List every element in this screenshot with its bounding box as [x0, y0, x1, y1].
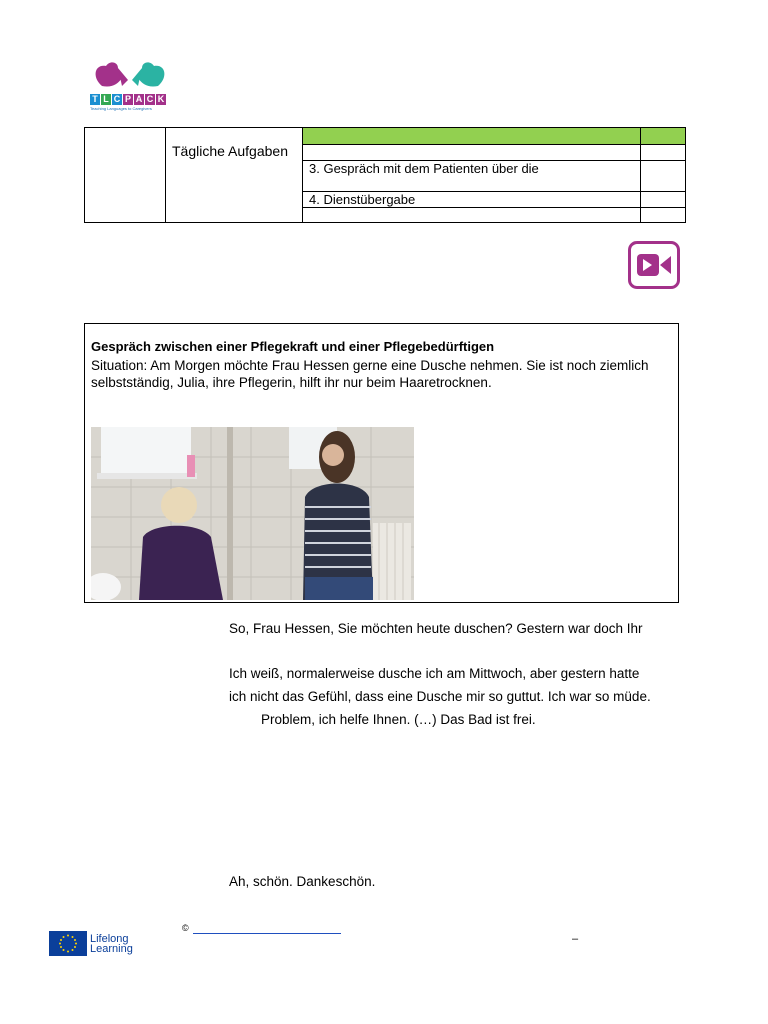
footer-dash: – — [572, 933, 579, 945]
tlc-pack-logo — [88, 56, 172, 114]
daily-tasks-label: Tägliche Aufgaben — [172, 143, 288, 159]
video-button[interactable] — [628, 241, 680, 289]
video-camera-icon — [636, 253, 672, 277]
bathroom-photo — [91, 427, 414, 600]
table-cell: 3. Gespräch mit dem Patienten über die — [303, 161, 641, 191]
table-row — [303, 192, 685, 208]
table-header-row — [303, 128, 685, 145]
logo-letter: T — [90, 94, 100, 105]
tasks-table — [84, 127, 686, 223]
table-cell — [303, 208, 641, 222]
scenario-text: Situation: Am Morgen möchte Frau Hessen gerne eine Dusche nehmen. Sie ist noch ziemlich selbstständig, Julia, ihre Pflegerin, hilft ihr nur beim Haaretrocknen. — [91, 358, 649, 390]
logo-letter: L — [101, 94, 111, 105]
table-cell — [303, 128, 641, 144]
logo-letter: A — [135, 94, 143, 104]
copyright-link-line[interactable] — [193, 933, 341, 934]
table-cell-label — [166, 128, 303, 222]
logo-letter: C — [113, 94, 121, 104]
heart-hands-icon — [88, 56, 172, 96]
table-cell — [303, 145, 641, 160]
table-row — [303, 161, 685, 192]
copyright-symbol: © — [182, 923, 189, 933]
table-cell-empty — [85, 128, 166, 222]
dialogue-line: Problem, ich helfe Ihnen. (…) Das Bad ist frei. — [261, 712, 536, 727]
dialogue-line: Ich weiß, normalerweise dusche ich am Mittwoch, aber gestern hatte — [229, 666, 640, 681]
table-cell: 4. Dienstübergabe — [303, 192, 641, 207]
dialogue-line: ich nicht das Gefühl, dass eine Dusche mir so guttut. Ich war so müde. — [229, 689, 651, 704]
table-row — [303, 208, 685, 222]
logo-tagline: Teaching Languages to Caregivers — [90, 106, 152, 111]
logo-letter: P — [124, 94, 131, 104]
dialogue-line: So, Frau Hessen, Sie möchten heute duschen? Gestern war doch Ihr — [229, 621, 643, 636]
logo-letter: K — [157, 94, 165, 104]
logo-letter: C — [146, 94, 154, 104]
logo-wordmark — [90, 94, 166, 105]
table-row — [303, 145, 685, 161]
lifelong-learning-label: Lifelong Learning — [90, 933, 133, 955]
table-task-grid — [303, 128, 685, 222]
dialogue-line: Ah, schön. Dankeschön. — [229, 874, 376, 889]
scenario-title: Gespräch zwischen einer Pflegekraft und einer Pflegebedürftigen — [91, 339, 495, 354]
eu-flag-icon — [49, 931, 87, 956]
